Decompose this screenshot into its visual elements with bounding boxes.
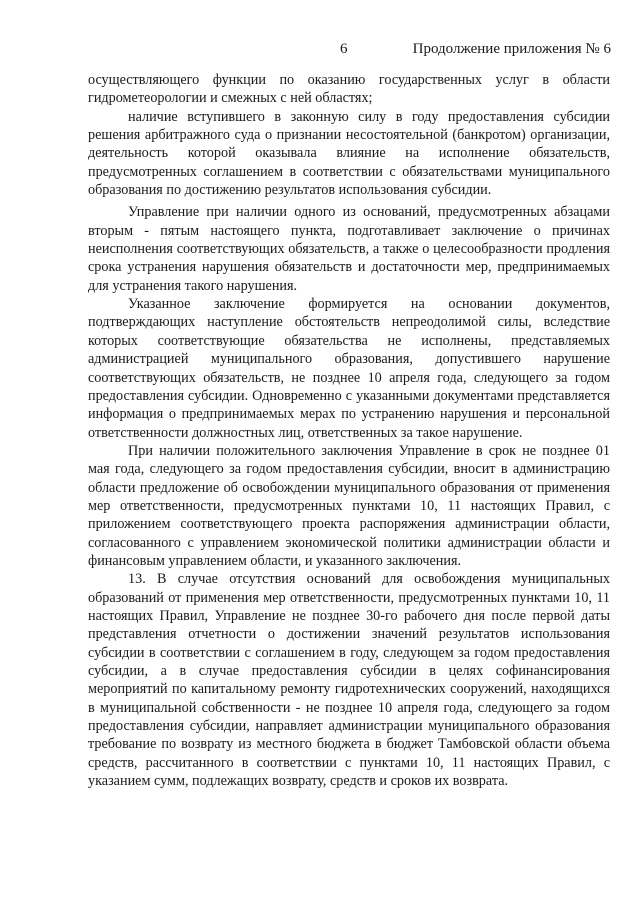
page-header [0,41,640,61]
page-number: 6 [340,41,348,57]
paragraph-continuation: осуществляющего функции по оказанию государственных услуг в области гидрометеорологии и смежных с ней областях; [88,72,610,107]
document-body [88,71,610,790]
paragraph-documents: Указанное заключение формируется на основании документов, подтверждающих наступление обстоятельств непреодолимой силы, вследствие которых соответствующие обязательства не исполнены, представляемых администрацией муниципального образования, допустившего нарушение соответствующих обязательств, не позднее 10 апреля года, следующего за годом предоставления субсидии. Одновременно с указанными документами представляется информация о предпринимаемых мерах по устранению нарушения и персональной ответственности должностных лиц, ответственных за такое нарушение. [88,296,610,441]
paragraph-conclusion: Управление при наличии одного из оснований, предусмотренных абзацами вторым - пятым настоящего пункта, подготавливает заключение о причинах неисполнения соответствующих обязательств, а также о целесообразности продления срока устранения нарушения обязательств и достаточности мер, предпринимаемых для устранения такого нарушения. [88,204,610,294]
appendix-label: Продолжение приложения № 6 [412,41,611,57]
paragraph-bankruptcy: наличие вступившего в законную силу в году предоставления субсидии решения арбитражного суда о признании несостоятельной (банкротом) организации, деятельность которой оказывала влияние на исполнение обязательств, предусмотренных соглашением в соответствии с обязательствами муниципального образования по достижению результатов использования субсидии. [88,108,610,199]
paragraph-positive-conclusion: При наличии положительного заключения Управление в срок не позднее 01 мая года, следующего за годом предоставления субсидии, вносит в администрацию области предложение об освобождении муниципального образования от применения мер ответственности, предусмотренных пунктами 10, 11 настоящих Правил, с приложением соответствующего проекта распоряжения администрации области, согласованного с управлением экономической политики администрации области и финансовым управлением области, и указанного заключения. [88,442,610,569]
paragraph-item-13: 13. В случае отсутствия оснований для освобождения муниципальных образований от применения мер ответственности, предусмотренных пунктами 10, 11 настоящих Правил, Управление не позднее 30-го рабочего дня после первой даты представления отчетности о достижении значений результатов использования субсидии в соответствии с соглашением в году, следующем за годом предоставления субсидии, а в случае предоставления субсидии в целях софинансирования мероприятий по капитальному ремонту гидротехнических сооружений, находящихся в муниципальной собственности - не позднее 10 апреля года, следующего за годом предоставления субсидии, направляет администрации муниципального образования требование по возврату из местного бюджета в бюджет Тамбовской области объема средств, рассчитанного в соответствии с пунктами 10, 11 настоящих Правил, с указанием сумм, подлежащих возврату, средств и сроков их возврата. [88,571,610,790]
